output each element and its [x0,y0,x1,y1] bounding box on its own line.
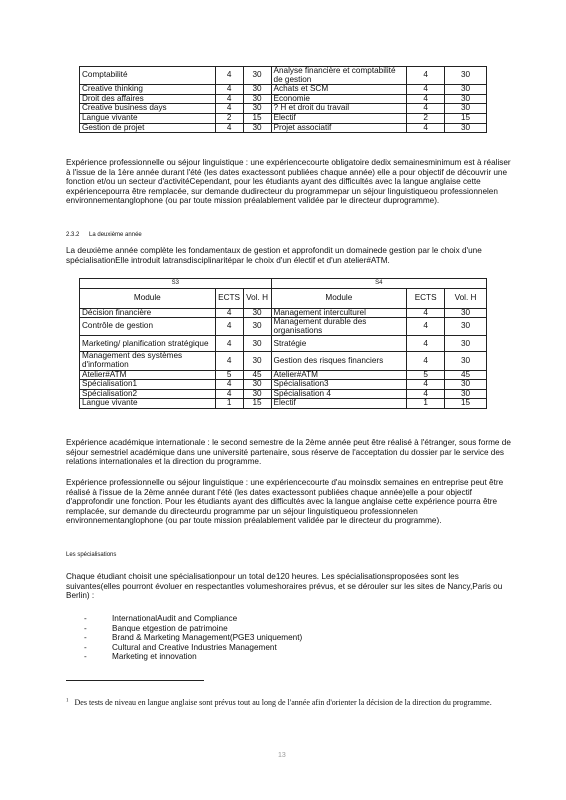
list-item [84,633,464,643]
table-cell: Comptabilité [80,67,216,85]
table-row [80,336,487,352]
table-cell: 4 [215,94,243,104]
table-cell: 30 [445,104,487,114]
table-cell: Contrôle de gestion [80,318,216,336]
table-cell: Electif [271,113,407,123]
table-cell: Management des systèmes d'information [80,352,216,370]
table-row [80,380,487,390]
table-cell: 4 [215,104,243,114]
table-cell: Stratégie [271,336,407,352]
table-cell: 5 [215,370,243,380]
col-header: ECTS [407,288,445,308]
table-cell: Spécialisation 4 [271,389,407,399]
semester-s4: S4 [271,279,486,289]
col-header: ECTS [215,288,243,308]
work-experience-year1-paragraph: Expérience professionnelle ou séjour linguistique : une expériencecourte obligatoire dedix semainesminimum est à réaliser à l'issue de la 1ère année durant l'été (les dates exactessont publiées chaque année) elle a pour objectif de découvrir une fonction et/ou un secteur d'activitéCependant, pour les étudiants ayant des difficultés avec la langue anglaise cette expériencepourra être remplacée, sur demande dudirecteur du programmepar un séjour linguistiqueou professionnelen environnementanglophone (ou par toute mission préalablement validée par le directeur duprogramme). [66,158,511,206]
table-cell: 2 [407,113,445,123]
table-row [80,399,487,409]
col-header: Vol. H [445,288,487,308]
table-row [80,85,487,95]
bullet-dash: - [84,614,87,623]
table-cell: 15 [243,399,271,409]
table-cell: 30 [243,336,271,352]
table-cell: Achats et SCM [271,85,407,95]
table-cell: Analyse financière et comptabilité de gestion [271,67,407,85]
table-cell: 4 [407,380,445,390]
table-cell: 30 [445,336,487,352]
international-experience-paragraph: Expérience académique internationale : le second semestre de la 2ème année peut être réalisé à l'étranger, sous forme de séjour semestriel académique dans une université partenaire, sous réserve de l'acceptation du dossier par le service des relations internationales et la direction du programme. [66,438,511,467]
table-cell: Creative thinking [80,85,216,95]
table-cell: Langue vivante [80,113,216,123]
table-cell: Gestion des risques financiers [271,352,407,370]
table-cell: 15 [243,113,271,123]
table-cell: 30 [243,85,271,95]
table-cell: Creative business days [80,104,216,114]
table-cell: 4 [215,123,243,133]
table-cell: Management durable des organisations [271,318,407,336]
list-item [84,624,464,634]
col-header: Vol. H [243,288,271,308]
table-cell: 4 [215,67,243,85]
table-cell: 30 [243,94,271,104]
table-cell: 30 [243,104,271,114]
table-cell: 1 [407,399,445,409]
table-cell: 45 [445,370,487,380]
table-cell: 45 [243,370,271,380]
table-cell: 4 [215,336,243,352]
table-cell: 4 [215,380,243,390]
footnote [66,698,514,708]
table-cell: Electif [271,399,407,409]
table-cell: 4 [407,123,445,133]
year2-course-table [79,278,487,409]
table-cell: 4 [407,104,445,114]
list-item [84,643,464,653]
list-item [84,614,464,624]
table-cell: 30 [243,352,271,370]
table-cell: Droit des affaires [80,94,216,104]
table-cell: 4 [215,352,243,370]
table-cell: 30 [243,308,271,318]
work-experience-year2-paragraph: Expérience professionnelle ou séjour linguistique : une expériencecourte d'au moinsdix semaines en entreprise peut être réalisé à l'issue de la 2ème année durant l'été (les dates exactessont publiées chaque année)elle a pour objectif d'approfondir une fonction. Pour les étudiants ayant des difficultés avec la langue anglaise cette expérience pourra être remplacée, sur demande du directeurdu programme par un séjour linguistiqueou professionnelen environnementanglophone (ou par toute mission préalablement validée par le directeur du programme). [66,478,504,526]
list-item-text: Marketing et innovation [112,652,197,662]
table-cell: ? H et droit du travail [271,104,407,114]
table-row [80,352,487,370]
table-cell: 15 [445,113,487,123]
table-cell: 4 [407,318,445,336]
specialisations-heading: Les spécialisations [66,552,117,558]
table-cell: 30 [445,308,487,318]
semester-s3: S3 [80,279,272,289]
table-cell: 30 [445,318,487,336]
footnote-text: Des tests de niveau en langue anglaise sont prévus tout au long de l'année afin d'orienter la décision de la direction du programme. [74,698,492,707]
table-cell: 4 [407,336,445,352]
table-cell: 4 [215,85,243,95]
table-cell: Décision financière [80,308,216,318]
col-header: Module [271,288,407,308]
table-row [80,67,487,85]
bullet-dash: - [84,642,87,652]
table-cell: 5 [407,370,445,380]
table-cell: Management interculturel [271,308,407,318]
table-cell: Spécialisation3 [271,380,407,390]
table-cell: 30 [243,123,271,133]
bullet-dash: - [84,652,87,662]
table-cell: 4 [407,67,445,85]
table-cell: 4 [407,85,445,95]
table-row [80,123,487,133]
table-cell: Marketing/ planification stratégique [80,336,216,352]
table-cell: Atelier#ATM [271,370,407,380]
table-cell: 1 [215,399,243,409]
table-row [80,113,487,123]
bullet-dash: - [84,623,87,633]
table-cell: 30 [445,67,487,85]
bullet-dash: - [84,633,87,643]
table-cell: Langue vivante [80,399,216,409]
table-cell: Spécialisation1 [80,380,216,390]
table-cell: 4 [215,389,243,399]
header-row [80,288,487,308]
specialisation-list [84,614,464,662]
table-row [80,318,487,336]
table-cell: 30 [243,67,271,85]
table-cell: Atelier#ATM [80,370,216,380]
list-item-text: InternationalAudit and Compliance [112,614,238,623]
list-item-text: Brand & Marketing Management(PGE3 uniquement) [112,633,303,643]
table-cell: 30 [445,94,487,104]
list-item-text: Cultural and Creative Industries Management [112,642,277,652]
table-cell: 4 [407,352,445,370]
table-cell: 30 [243,389,271,399]
section-number: 2.3.2 [66,232,80,238]
page-number: 13 [278,752,286,759]
second-year-intro-paragraph: La deuxième année complète les fondamentaux de gestion et approfondit un domainede gestion par le choix d'une spécialisationElle introduit latransdisciplinaritépar le choix d'un électif et d'un atelier#ATM. [66,246,482,265]
section-heading [66,232,142,239]
table-cell: Projet associatif [271,123,407,133]
table-cell: 4 [407,389,445,399]
section-title: La deuxième année [89,232,142,238]
table-cell: 30 [445,380,487,390]
table-cell: 4 [215,308,243,318]
table-cell: 30 [243,318,271,336]
table-cell: 30 [445,389,487,399]
footnote-mark: 1 [66,698,69,704]
col-header: Module [80,288,216,308]
semester-row [80,279,487,289]
table-cell: 4 [407,308,445,318]
table-cell: 4 [215,318,243,336]
table-cell: 4 [407,94,445,104]
footnote-separator [66,680,204,681]
list-item-text: Banque etgestion de patrimoine [112,623,228,633]
table-cell: 30 [445,352,487,370]
specialisations-paragraph: Chaque étudiant choisit une spécialisationpour un total de120 heures. Les spécialisationsproposées sont les suivantes(elles pourront évoluer en respectantles volumeshoraires prévus, et se dérouler sur les sites de Nancy,Paris ou Berlin) : [66,572,503,601]
table-cell: Economie [271,94,407,104]
table-cell: 2 [215,113,243,123]
table-cell: Spécialisation2 [80,389,216,399]
list-item [84,652,464,662]
year1-course-table [79,66,487,133]
table-cell: 30 [243,380,271,390]
table-cell: 15 [445,399,487,409]
table-cell: Gestion de projet [80,123,216,133]
table-cell: 30 [445,85,487,95]
table-cell: 30 [445,123,487,133]
